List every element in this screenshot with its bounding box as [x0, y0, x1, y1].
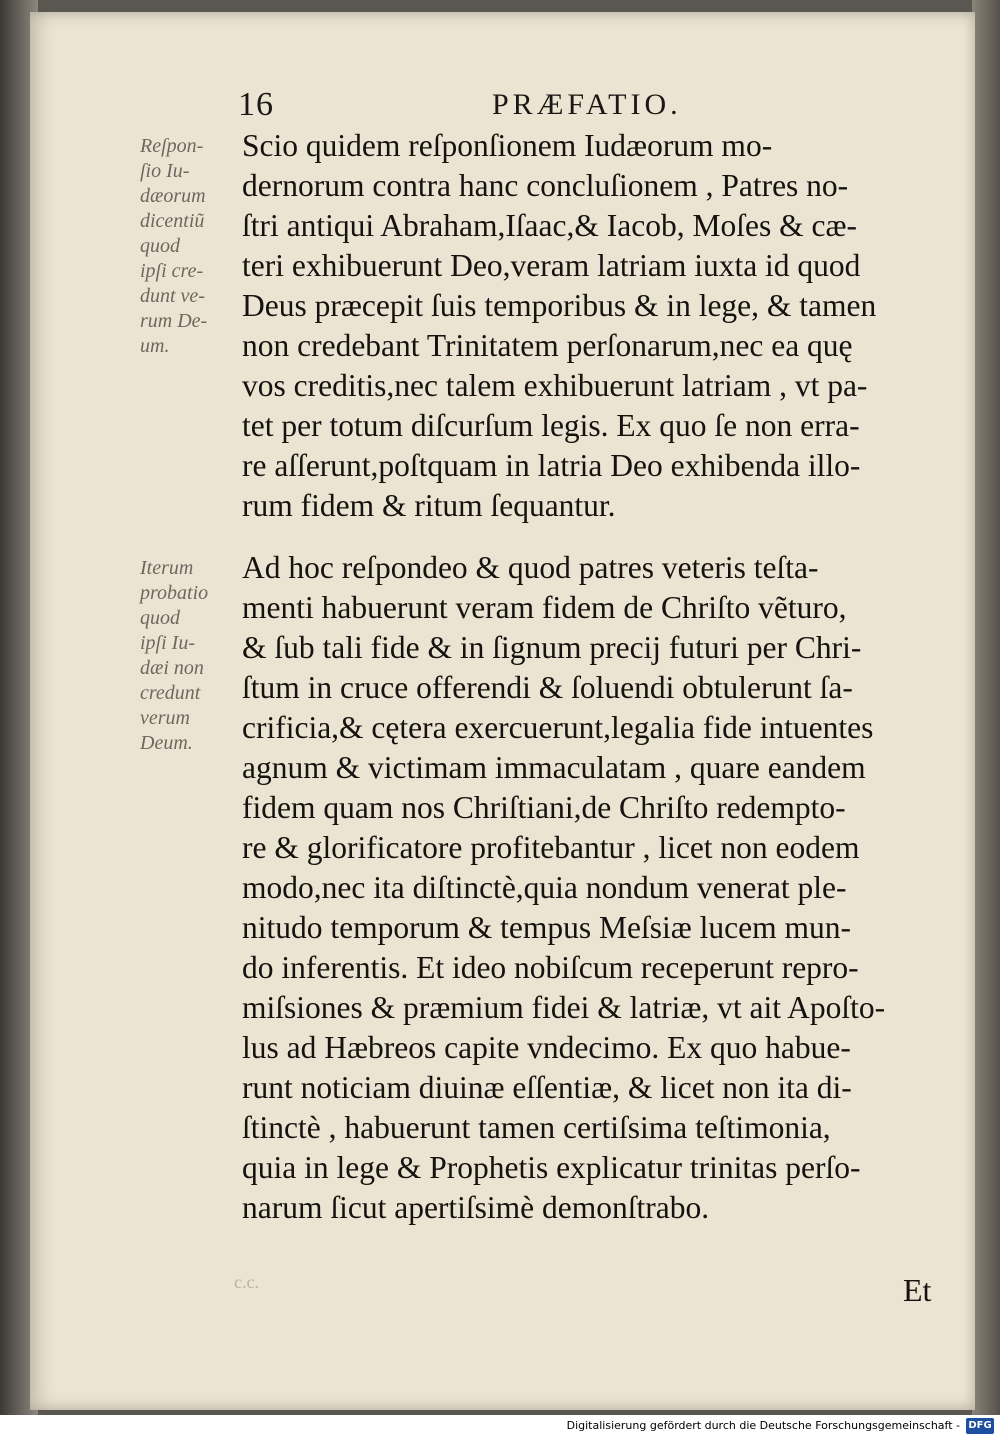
dfg-logo-icon: DFG — [966, 1418, 994, 1434]
body-paragraph-1: Scio quidem reſponſionem Iudæorum mo- dernorum contra hanc concluſionem , Patres no- ſtri antiqui Abraham,Iſaac,& Iacob, Moſes & cæ- teri exhibuerunt Deo,veram latriam iuxta id quod Deus præcepit ſuis temporibus & in lege, & tamen non credebant Trinitatem perſonarum,nec ea quę vos creditis,nec talem exhibuerunt latriam , vt pa- tet per totum diſcurſum legis. Ex quo ſe non erra- re aſſerunt,poſtquam in latria Deo exhibenda illo- rum fidem & ritum ſequantur. — [242, 128, 877, 523]
digitization-footer — [0, 1415, 1000, 1438]
body-paragraph-2: Ad hoc reſpondeo & quod patres veteris teſta- menti habuerunt veram fidem de Chriſto vẽturo, & ſub tali fide & in ſignum precij futuri per Chri- ſtum in cruce offerendi & ſoluendi obtulerunt ſa- crificia,& cętera exercuerunt,legalia fide intuentes agnum & victimam immaculatam , quare eandem fidem quam nos Chriſtiani,de Chriſto redempto- re & glorificatore profitebantur , licet non eodem modo,nec ita diſtinctè,quia nondum venerat ple- nitudo temporum & tempus Meſsiæ lucem mun- do inferentis. Et ideo nobiſcum receperunt repro- miſsiones & præmium fidei & latriæ, vt ait Apoſto- lus ad Hæbreos capite vndecimo. Ex quo habue- runt noticiam diuinæ eſſentiæ, & licet non ita di- ſtinctè , habuerunt tamen certiſsima teſtimonia, quia in lege & Prophetis explicatur trinitas perſo- narum ſicut apertiſsimè demonſtrabo. — [242, 550, 886, 1225]
book-page-right-edge — [972, 0, 1000, 1415]
stray-ink-mark: c.c. — [234, 1272, 259, 1292]
catchword: Et — [903, 1272, 932, 1308]
margin-note-2: Iterum probatio quod ipſi Iu- dæi non credunt verum Deum. — [140, 557, 209, 754]
running-head: PRÆFATIO. — [492, 88, 682, 121]
digitization-notice: Digitalisierung gefördert durch die Deutsche Forschungsgemeinschaft - — [566, 1419, 960, 1432]
page-number: 16 — [238, 86, 274, 123]
margin-note-1: Reſpon- ſio Iu- dæorum dicentiũ quod ipſi cre- dunt ve- rum De- um. — [140, 135, 208, 357]
